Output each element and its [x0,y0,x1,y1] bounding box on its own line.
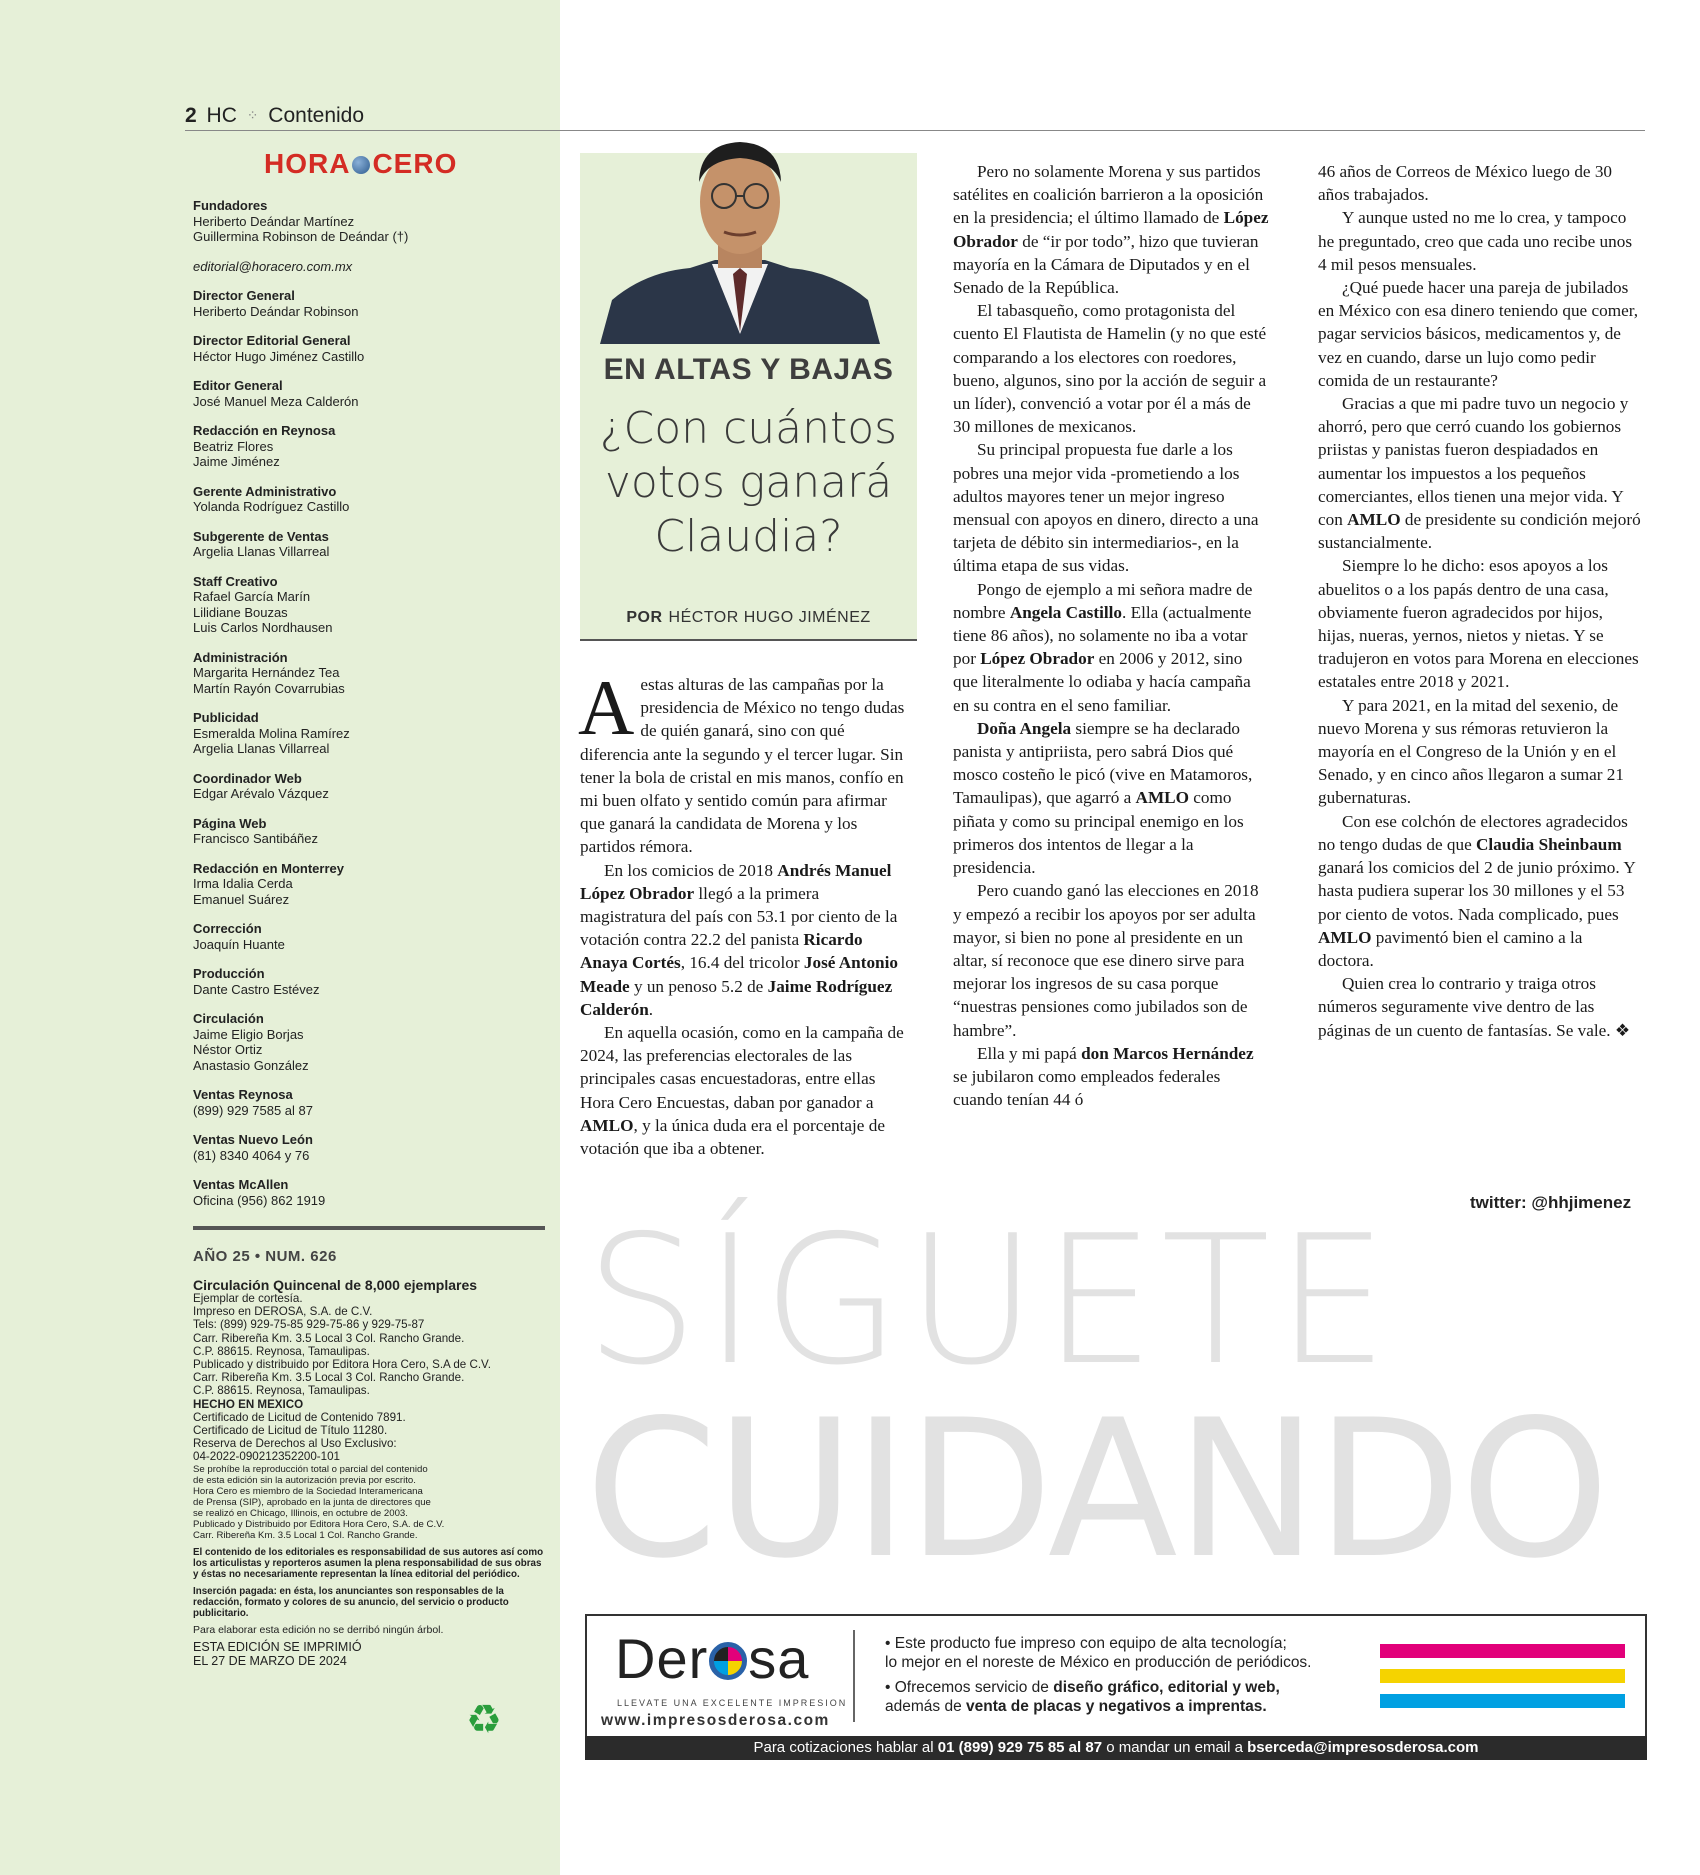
article-paragraph: Quien crea lo contrario y traiga otros números seguramente vive dentro de las páginas de un cuento de fantasías. Se vale. ❖ [1318,974,1631,1040]
article-paragraph: Su principal propuesta fue darle a los pobres una mejor vida -prometiendo a los adultos mayores tener un mejor ingreso mensual con apoyos en dinero, directo a una tarjeta de débito sin intermediarios-, en la última etapa de sus vidas. [953,440,1259,576]
ad-divider [853,1630,855,1722]
staff-group [193,1177,548,1208]
staff-group [193,1132,548,1163]
staff-name: Rafael García Marín [193,589,311,604]
staff-name: Lilidiane Bouzas [193,604,288,620]
staff-name: Héctor Hugo Jiménez Castillo [193,348,365,364]
staff-name: Irma Idalia Cerda [193,876,293,891]
staff-name: Néstor Ortiz [193,1042,263,1057]
info-line: Hora Cero es miembro de la Sociedad Interamericana [193,1485,423,1497]
staff-group [193,529,548,560]
magenta-bar [1380,1644,1625,1658]
article-paragraph: El tabasqueño, como protagonista del cuento El Flautista de Hamelin (y no que esté comparando a los electores con roedores, bueno, algunos, sino por la acción de seguir a un líder), convenció a votar por él a más de 30 millones de mexicanos. [953,301,1267,437]
staff-group [193,1011,548,1073]
staff-role: Publicidad [193,710,259,725]
ad-text: • Este producto fue impreso con equipo de alta tecnología; lo mejor en el noreste de México en producción de periódicos. • Ofrecemos servicio de diseño gráfico, editorial y web, además de venta de placas y negativos a imprentas. [885,1635,1312,1715]
info-line: Tels: (899) 929-75-85 929-75-86 y 929-75-87 [193,1318,425,1332]
article-paragraph: Y aunque usted no me lo crea, y tampoco he preguntado, creo que cada uno recibe unos 4 mil pesos mensuales. [1318,208,1633,274]
made-in-mexico: HECHO EN MEXICO [193,1397,304,1411]
staff-name: Joaquín Huante [193,936,285,952]
info-line: Ejemplar de cortesía. [193,1292,303,1305]
recycle-icon: ♻ [466,1697,502,1742]
article-paragraph: Gracias a que mi padre tuvo un negocio y ahorró, pero que cerró cuando los gobiernos priistas y panistas fueron despiadados en aumentar los impuestos a los pequeños comerciantes, ellos tienen una mejor vida. Y con AMLO de presidente su condición mejoró sustancialmente. [1318,394,1641,553]
staff-role: Redacción en Reynosa [193,423,336,438]
staff-name: Beatriz Flores [193,438,274,454]
staff-name: Dante Castro Estévez [193,981,320,997]
staff-name: Heriberto Deándar Robinson [193,303,359,319]
cyan-bar [1380,1694,1625,1708]
staff-group [193,288,548,319]
circulation-heading: Circulación Quincenal de 8,000 ejemplares [193,1277,478,1293]
staff-name: Oficina (956) 862 1919 [193,1192,326,1208]
article-paragraph: En los comicios de 2018 Andrés Manuel López Obrador llegó a la primera magistratura del país con 53.1 por ciento de la votación contra 22.2 del panista Ricardo Anaya Cortés, 16.4 del tricolor José Antonio Meade y un penoso 5.2 de Jaime Rodríguez Calderón. [580,860,898,1019]
staff-group [193,198,548,245]
color-wheel-icon [709,1642,747,1680]
article-paragraph: Pongo de ejemplo a mi señora madre de nombre Angela Castillo. Ella (actualmente tiene 86 años), no solamente no iba a votar por López Obrador en 2006 y 2012, sino que literalmente lo odiaba y hacía campaña en su contra en el seno familiar. [953,579,1253,715]
article-column-2 [953,160,1271,1111]
staff-name: Heriberto Deándar Martínez [193,213,355,229]
editorial-disclaimer: El contenido de los editoriales es responsabilidad de sus autores así como los articulistas y reporteros asumen la plena responsabilidad de sus obras y éstas no necesariamente representan la línea editorial del periódico. [193,1546,544,1580]
staff-group [193,484,548,515]
article-paragraph: Pero no solamente Morena y sus partidos satélites en coalición barrieron a la oposición en la presidencia; el último llamado de López Obrador de “ir por todo”, hizo que tuvieran mayoría en la Cámara de Diputados y en el Senado de la República. [953,162,1269,298]
staff-role: Director Editorial General [193,333,351,348]
staff-name: Martín Rayón Covarrubias [193,680,345,696]
staff-role: Página Web [193,815,267,831]
page-number: 2 [185,104,197,127]
article-paragraph: Con ese colchón de electores agradecidos no tengo dudas de que Claudia Sheinbaum ganará los comicios del 2 de junio próximo. Y hasta pudiera superar los 30 millones y el 53 por ciento de votos. Nada complicado, pues AMLO pavimentó bien el camino a la doctora. [1318,811,1636,970]
staff-name: Anastasio González [193,1057,309,1073]
staff-group [193,378,548,409]
derosa-advertisement [585,1614,1647,1738]
license-lines [193,1411,548,1464]
staff-name: Emanuel Suárez [193,891,290,907]
info-line: Reserva de Derechos al Uso Exclusivo: [193,1437,397,1451]
section-code: HC [206,104,237,127]
staff-group [193,423,548,470]
article-paragraph: Y para 2021, en la mitad del sexenio, de nuevo Morena y sus rémoras retuvieron la mayoría en el Congreso de la Unión y en el Senado, y en cinco años llegaron a sumar 21 gubernaturas. [1318,695,1624,808]
staff-role: Ventas McAllen [193,1177,289,1192]
staff-group [193,1087,548,1118]
staff-name: Edgar Arévalo Vázquez [193,786,329,801]
globe-icon [352,156,370,174]
article-headline: ¿Con cuántos votos ganará Claudia? [599,403,898,562]
info-line: C.P. 88615. Reynosa, Tamaulipas. [193,1384,370,1398]
circulation-lines [193,1292,548,1398]
info-line: Impreso en DEROSA, S.A. de C.V. [193,1305,373,1319]
info-line: Carr. Ribereña Km. 3.5 Local 1 Col. Rancho Grande. [193,1529,418,1541]
staff-role: Staff Creativo [193,573,278,589]
staff-name: Luis Carlos Nordhausen [193,620,333,635]
separator-dots-icon: ⁘ [246,107,259,123]
ad-tagline: LLEVATE UNA EXCELENTE IMPRESION [617,1698,848,1708]
drop-cap: A [578,664,635,751]
info-line: Publicado y Distribuido por Editora Hora Cero, S.A. de C.V. [193,1518,445,1530]
staff-name: Francisco Santibáñez [193,831,319,846]
printed-date-line: ESTA EDICIÓN SE IMPRIMIÓ [193,1639,362,1654]
staff-name: Argelia Llanas Villarreal [193,741,330,756]
backdrop-text-1: SÍGUETE [585,1197,1395,1404]
staff-role: Coordinador Web [193,770,302,786]
staff-role: Director General [193,288,295,303]
author-photo [600,122,880,344]
info-line: Carr. Ribereña Km. 3.5 Local 3 Col. Rancho Grande. [193,1331,465,1345]
staff-name: Esmeralda Molina Ramírez [193,725,350,741]
article-column-1 [578,664,908,1160]
staff-role: Circulación [193,1011,264,1026]
info-line: de esta edición sin la autorización previa por escrito. [193,1474,416,1486]
article-paragraph: 46 años de Correos de México luego de 30 años trabajados. [1318,162,1613,205]
article-paragraph: Pero cuando ganó las elecciones en 2018 y empezó a recibir los apoyos por ser adulta mayor, si bien no pone al presidente en un altar, sí reconoce que ese dinero sirve para mejorar los ingresos de su casa porque “nuestras pensiones como jubilados son de hambre”. [953,881,1259,1040]
end-mark-icon: ❖ [1614,1020,1631,1040]
staff-group [193,966,548,997]
staff-role: Corrección [193,921,262,936]
staff-groups-list [193,288,548,1208]
staff-role: Fundadores [193,198,268,213]
issue-number: AÑO 25 • NUM. 626 [193,1248,337,1265]
article-paragraph: ¿Qué puede hacer una pareja de jubilados en México con esa dinero teniendo que comer, pagar servicios básicos, medicamentos y, de vez en cuando, darse un lujo como pedir comida de un restaurante? [1318,278,1639,390]
paid-insertion-disclaimer: Inserción pagada: en ésta, los anunciantes son responsables de la redacción, formato y colores de su anuncio, del servicio o producto publicitario. [193,1585,509,1619]
staff-name: Yolanda Rodríguez Castillo [193,499,350,514]
article-column-3 [1318,160,1642,1042]
author-twitter: twitter: @hhjimenez [1470,1193,1632,1212]
info-line: Certificado de Licitud de Título 11280. [193,1424,388,1438]
staff-name: José Manuel Meza Calderón [193,393,359,409]
derosa-logo: Der sa [615,1627,810,1690]
article-paragraph: Siempre lo he dicho: esos apoyos a los abuelitos o a los papás dentro de una casa, obviamente fueron agradecidos por hijos, hijas, nueras, yernos, nietos y nietas. Y se tradujeron en votos para Morena en elecciones estatales entre 2018 y 2021. [1318,556,1639,692]
staff-group [193,921,548,952]
info-line: Publicado y distribuido por Editora Hora Cero, S.A de C.V. [193,1358,491,1372]
staff-group [193,333,548,364]
staff-group [193,574,548,636]
staff-role: Redacción en Monterrey [193,860,344,876]
yellow-bar [1380,1669,1625,1683]
article-byline: POR HÉCTOR HUGO JIMÉNEZ [626,609,871,626]
tree-note: Para elaborar esta edición no se derribó ningún árbol. [193,1623,444,1636]
staff-group [193,710,548,757]
article-paragraph: Aestas alturas de las campañas por la presidencia de México no tengo dudas de quién ganará, sino con qué diferencia ante la segundo y el tercer lugar. Sin tener la bola de cristal en mis manos, confío en mi buen olfato y sentido común para afirmar que ganará la candidata de Morena y los partidos rémora. [578,664,905,857]
staff-role: Subgerente de Ventas [193,528,329,544]
staff-group [193,650,548,697]
circulation-info [193,1278,548,1668]
page-header [185,104,1645,131]
article-paragraph: Doña Angela siempre se ha declarado panista y antipriista, pero sabrá Dios qué mosco costeño le picó (vive en Matamoros, Tamaulipas), que agarró a AMLO como piñata y como su principal enemigo en los primeros dos intentos de llegar a la presidencia. [953,718,1253,878]
info-line: C.P. 88615. Reynosa, Tamaulipas. [193,1344,370,1358]
staff-role: Administración [193,649,288,665]
staff-role: Gerente Administrativo [193,483,337,499]
section-name: Contenido [268,104,365,127]
staff-name: (81) 8340 4064 y 76 [193,1147,310,1163]
article-paragraph: En aquella ocasión, como en la campaña de 2024, las preferencias electorales de las principales casas encuestadoras, entre ellas Hora Cero Encuestas, daban por ganador a AMLO, y la única duda era el porcentaje de votación que iba a obtener. [580,1023,904,1159]
editorial-email: editorial@horacero.com.mx [193,258,353,274]
staff-name: Guillermina Robinson de Deándar (†) [193,229,409,244]
staff-directory [193,198,548,1222]
staff-role: Ventas Nuevo León [193,1132,313,1147]
column-kicker: EN ALTAS Y BAJAS [603,353,894,386]
staff-name: Jaime Eligio Borjas [193,1026,304,1042]
staff-role: Producción [193,966,265,981]
legal-lines [193,1464,548,1541]
staff-group [193,816,548,847]
staff-role: Editor General [193,378,283,393]
info-line: 04-2022-090212352200-101 [193,1450,340,1464]
staff-name: Jaime Jiménez [193,454,280,469]
staff-role: Ventas Reynosa [193,1087,293,1102]
backdrop-text-2: CUIDANDO [585,1379,1608,1600]
hora-cero-logo: HORA CERO [264,148,458,179]
printed-date: EL 27 DE MARZO DE 2024 [193,1653,347,1668]
staff-name: Argelia Llanas Villarreal [193,544,330,559]
info-line: Se prohíbe la reproducción total o parcial del contenido [193,1463,428,1475]
staff-group [193,861,548,908]
ad-contact-footer: Para cotizaciones hablar al 01 (899) 929 75 85 al 87 o mandar un email a bserceda@impresosderosa.com [585,1736,1647,1760]
ad-website: www.impresosderosa.com [601,1712,830,1729]
sidebar-divider [193,1226,545,1230]
article-paragraph: Ella y mi papá don Marcos Hernández se jubilaron como empleados federales cuando tenían 44 ó [953,1043,1254,1110]
staff-group [193,771,548,802]
info-line: de Prensa (SIP), aprobado en la junta de directores que [193,1496,431,1508]
staff-name: Margarita Hernández Tea [193,665,340,680]
staff-name: (899) 929 7585 al 87 [193,1102,313,1118]
info-line: Certificado de Licitud de Contenido 7891. [193,1410,406,1424]
info-line: se realizó en Chicago, Illinois, en octubre de 2003. [193,1507,408,1519]
info-line: Carr. Ribereña Km. 3.5 Local 3 Col. Rancho Grande. [193,1371,465,1385]
